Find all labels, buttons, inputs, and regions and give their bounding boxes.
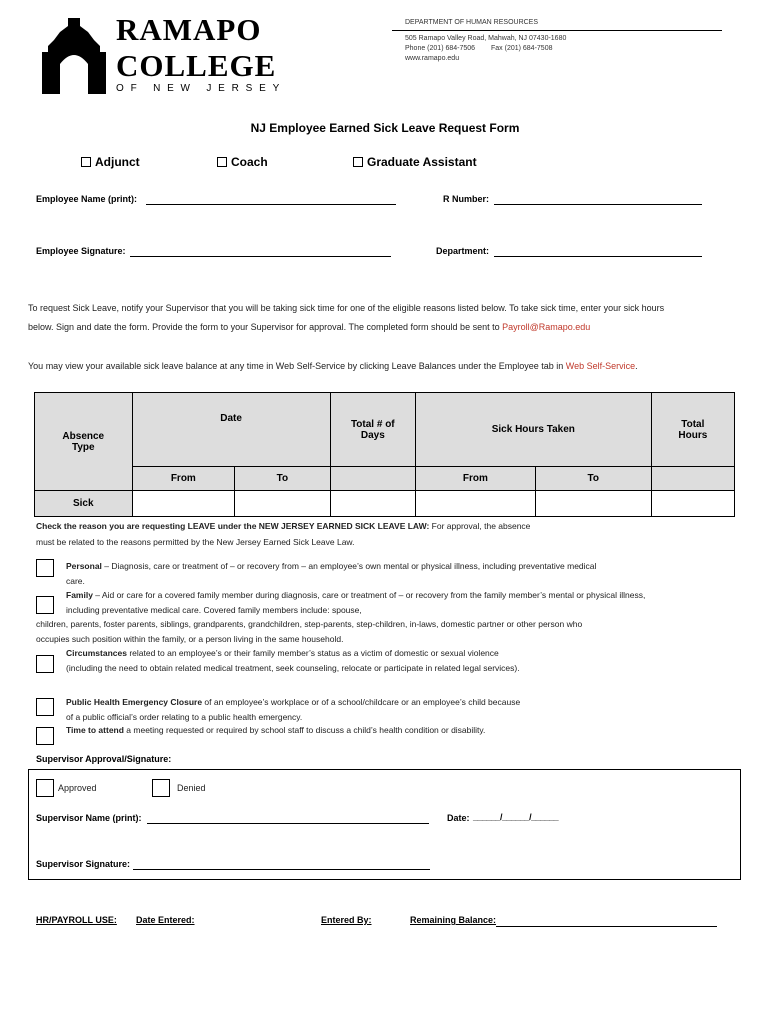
denied-label: Denied [177, 783, 206, 793]
supervisor-date-label: Date: [447, 813, 470, 823]
reason-personal: Personal – Diagnosis, care or treatment of – or recovery from – an employee’s own mental or physical illness, including preventative medical care. [66, 561, 597, 586]
category-graduate-assistant[interactable] [353, 155, 477, 169]
date-header: Date [132, 393, 330, 467]
supervisor-name-label: Supervisor Name (print): [36, 813, 142, 823]
sick-date-from-cell[interactable] [132, 491, 235, 517]
instructions-text: You may view your available sick leave balance at any time in Web Self-Service by clicking Leave Balances under the Employee tab in [28, 361, 566, 371]
hours-from-header: From [415, 467, 535, 491]
total-hours-subheader [651, 467, 734, 491]
entered-by-label: Entered By: [321, 915, 372, 925]
supervisor-signature-field[interactable] [133, 869, 430, 870]
checkbox[interactable] [353, 157, 363, 167]
ramapo-arch-logo [38, 18, 110, 94]
sick-hours-from-cell[interactable] [415, 491, 535, 517]
approved-label: Approved [58, 783, 97, 793]
reason-public-health: Public Health Emergency Closure of an employee’s workplace or of a school/childcare or an employee’s child because of a public official’s order relating to a public health emergency. [66, 697, 521, 722]
instructions-line3 [28, 357, 748, 375]
payroll-email-link[interactable]: Payroll@Ramapo.edu [502, 322, 591, 332]
sick-leave-table [34, 392, 735, 517]
header-rule [392, 30, 722, 31]
reason-family-continued: children, parents, foster parents, siblings, grandparents, grandchildren, step-parents, step-children, in-laws, domestic partner or other person who occupies such position within the family, or a person living in the same household. [36, 619, 583, 644]
reason-family: Family – Aid or care for a covered family member during diagnosis, care or treatment of – or recovery from the family member’s mental or physical illness, including preventative medical care. Covered family members include: spouse, [66, 590, 646, 615]
category-label: Graduate Assistant [367, 155, 477, 169]
employee-name-field[interactable] [146, 204, 396, 205]
reasons-heading: Check the reason you are requesting LEAVE under the NEW JERSEY EARNED SICK LEAVE LAW: For approval, the absence [36, 521, 531, 531]
department-field[interactable] [494, 256, 702, 257]
instructions-text: below. Sign and date the form. Provide the form to your Supervisor for approval. The completed form should be sent to [28, 322, 503, 332]
public-health-checkbox[interactable] [36, 698, 54, 716]
phone: Phone (201) 684-7506 [405, 45, 476, 52]
sick-hours-taken-header: Sick Hours Taken [415, 393, 651, 467]
logo-ramapo-text: RAMAPO [116, 12, 262, 47]
date-to-header: To [235, 467, 331, 491]
total-hours-header: Total Hours [651, 393, 734, 467]
employee-name-label: Employee Name (print): [36, 194, 138, 204]
instructions-line1: To request Sick Leave, notify your Supervisor that you will be taking sick time for one of the eligible reasons listed below. To take sick time, enter your sick hours [28, 303, 665, 313]
total-days-header: Total # of Days [330, 393, 415, 467]
remaining-balance-label: Remaining Balance: [410, 915, 497, 925]
category-adjunct[interactable] [81, 155, 140, 169]
supervisor-heading: Supervisor Approval/Signature: [36, 754, 172, 764]
checkbox[interactable] [81, 157, 91, 167]
r-number-field[interactable] [494, 204, 702, 205]
approved-checkbox[interactable] [36, 779, 54, 797]
category-coach[interactable] [217, 155, 268, 169]
date-entered-label: Date Entered: [136, 915, 195, 925]
website: www.ramapo.edu [405, 55, 460, 62]
category-label: Adjunct [95, 155, 140, 169]
date-from-header: From [132, 467, 235, 491]
sick-row-label: Sick [35, 491, 133, 517]
fax: Fax (201) 684-7508 [491, 45, 553, 52]
circumstances-checkbox[interactable] [36, 655, 54, 673]
sick-total-hours-cell[interactable] [651, 491, 734, 517]
supervisor-date-field[interactable]: ______/______/______ [473, 812, 559, 822]
web-self-service-link[interactable]: Web Self-Service [565, 361, 636, 371]
form-title: NJ Employee Earned Sick Leave Request Form [250, 121, 520, 135]
hr-payroll-label: HR/PAYROLL USE: [36, 915, 117, 925]
hours-to-header: To [535, 467, 651, 491]
supervisor-box [28, 769, 741, 880]
r-number-label: R Number: [443, 194, 490, 204]
time-to-attend-checkbox[interactable] [36, 727, 54, 745]
family-checkbox[interactable] [36, 596, 54, 614]
sick-hours-to-cell[interactable] [535, 491, 651, 517]
employee-signature-label: Employee Signature: [36, 246, 126, 256]
instructions-line2 [28, 318, 748, 336]
department-label: Department: [436, 246, 490, 256]
reason-circumstances: Circumstances related to an employee’s or their family member’s status as a victim of domestic or sexual violence (including the need to obtain related medical treatment, seek counseling, relocate or participate in related legal services). [66, 648, 520, 673]
personal-checkbox[interactable] [36, 559, 54, 577]
reasons-heading-line2: must be related to the reasons permitted by the New Jersey Earned Sick Leave Law. [36, 537, 355, 547]
supervisor-name-field[interactable] [147, 823, 429, 824]
sick-date-to-cell[interactable] [235, 491, 331, 517]
total-days-subheader [330, 467, 415, 491]
absence-type-header: Absence Type [35, 393, 133, 491]
employee-signature-field[interactable] [130, 256, 391, 257]
department-name: DEPARTMENT OF HUMAN RESOURCES [405, 19, 539, 26]
supervisor-signature-label: Supervisor Signature: [36, 859, 131, 869]
category-label: Coach [231, 155, 268, 169]
remaining-balance-field[interactable] [496, 926, 717, 927]
reason-time-to-attend: Time to attend a meeting requested or required by school staff to discuss a child’s health condition or disability. [66, 725, 486, 735]
sick-total-days-cell[interactable] [330, 491, 415, 517]
address: 505 Ramapo Valley Road, Mahwah, NJ 07430-1680 [405, 35, 567, 42]
logo-college-text: COLLEGE [116, 48, 277, 83]
denied-checkbox[interactable] [152, 779, 170, 797]
instructions-text: . [635, 361, 638, 371]
checkbox[interactable] [217, 157, 227, 167]
logo-new-jersey-text: OF NEW JERSEY [116, 83, 287, 94]
